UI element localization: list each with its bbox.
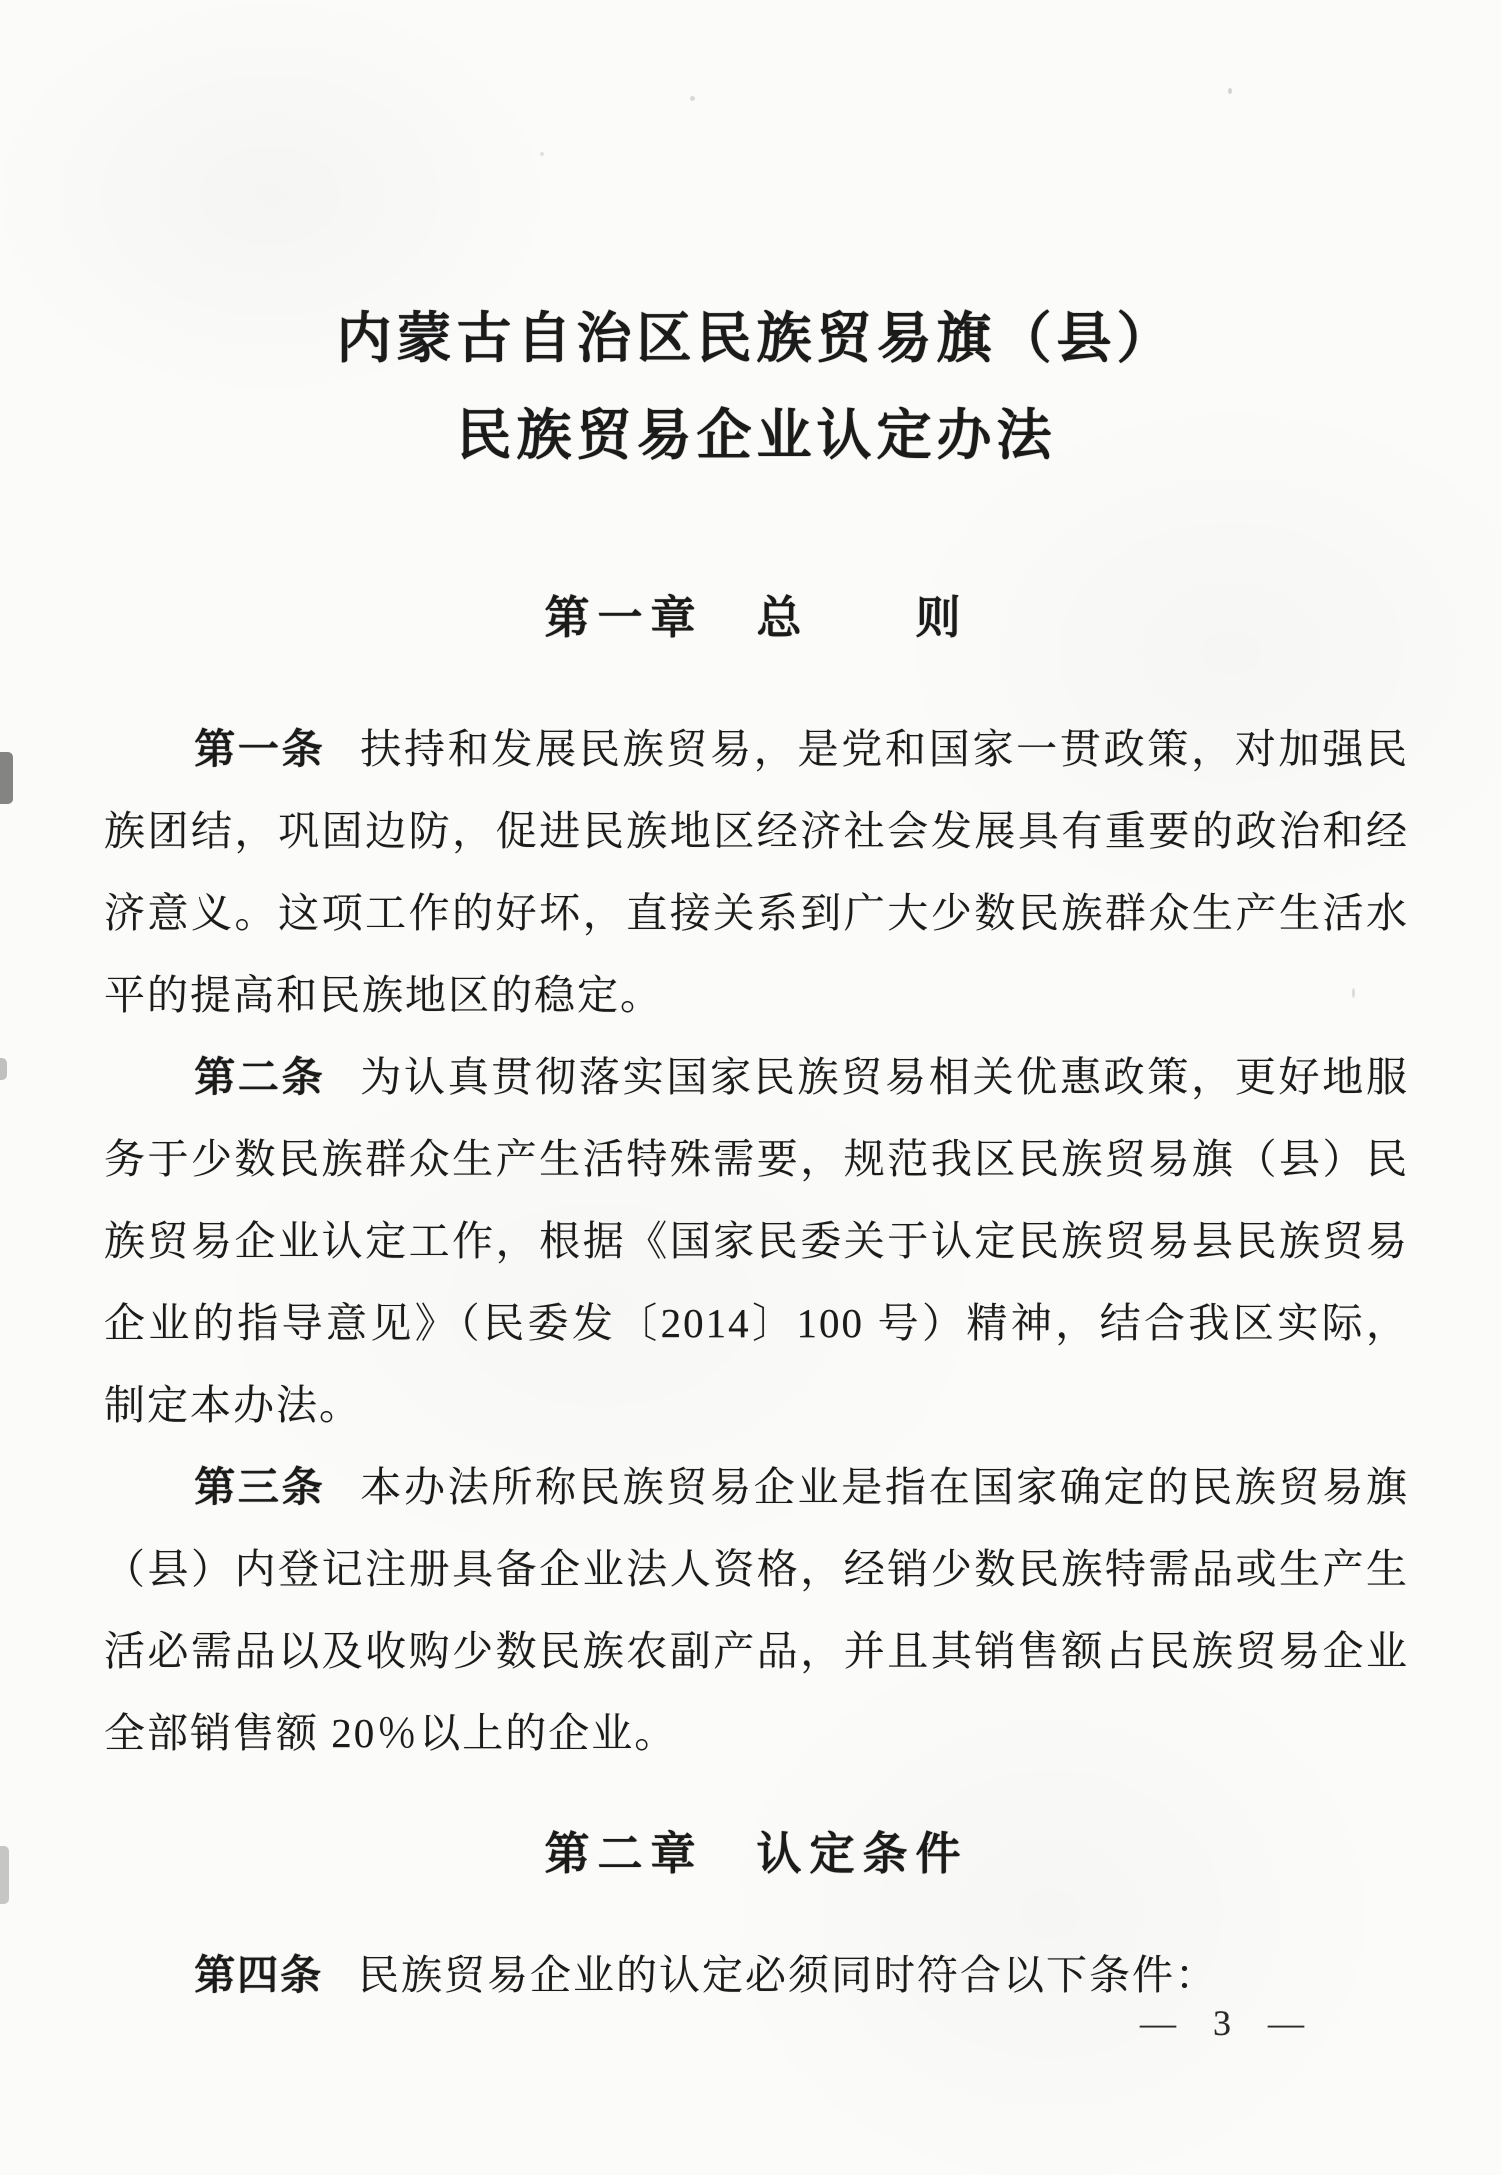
article-2 <box>104 1036 1409 1446</box>
article-3-label: 第三条 <box>194 1464 326 1510</box>
scan-artifact <box>1228 88 1232 94</box>
document-title <box>104 290 1409 484</box>
scan-artifact <box>0 1058 7 1080</box>
article-2-label: 第二条 <box>194 1054 326 1100</box>
scan-artifact <box>690 96 695 101</box>
chapter-1-heading: 第一章 总 则 <box>544 592 969 643</box>
article-3 <box>104 1446 1409 1774</box>
title-line-2: 民族贸易企业认定办法 <box>456 404 1057 466</box>
article-1-text: 扶持和发展民族贸易，是党和国家一贯政策，对加强民族团结，巩固边防，促进民族地区经济社会发展具有重要的政治和经济意义。这项工作的好坏，直接关系到广大少数民族群众生产生活水平的提高和民族地区的稳定。 <box>104 726 1410 1018</box>
article-3-text: 本办法所称民族贸易企业是指在国家确定的民族贸易旗（县）内登记注册具备企业法人资格，经销少数民族特需品或生产生活必需品以及收购少数民族农副产品，并且其销售额占民族贸易企业全部销售额 20％以上的企业。 <box>104 1464 1410 1756</box>
title-line-1: 内蒙古自治区民族贸易旗（县） <box>336 307 1177 369</box>
scan-artifact <box>0 1846 9 1904</box>
article-4-label: 第四条 <box>194 1952 324 1998</box>
article-1-label: 第一条 <box>194 726 326 772</box>
chapter-2-heading: 第二章 认定条件 <box>544 1828 969 1879</box>
article-2-text: 为认真贯彻落实国家民族贸易相关优惠政策，更好地服务于少数民族群众生产生活特殊需要，规范我区民族贸易旗（县）民族贸易企业认定工作，根据《国家民委关于认定民族贸易县民族贸易企业的指导意见》（民委发〔2014〕100 号）精神，结合我区实际，制定本办法。 <box>104 1054 1410 1428</box>
scan-artifact <box>540 152 544 156</box>
scan-artifact <box>0 752 13 804</box>
document-body <box>104 708 1409 2016</box>
article-1 <box>104 708 1409 1036</box>
article-4-text: 民族贸易企业的认定必须同时符合以下条件： <box>358 1952 1219 1998</box>
page-number: — 3 — <box>1140 2003 1318 2043</box>
